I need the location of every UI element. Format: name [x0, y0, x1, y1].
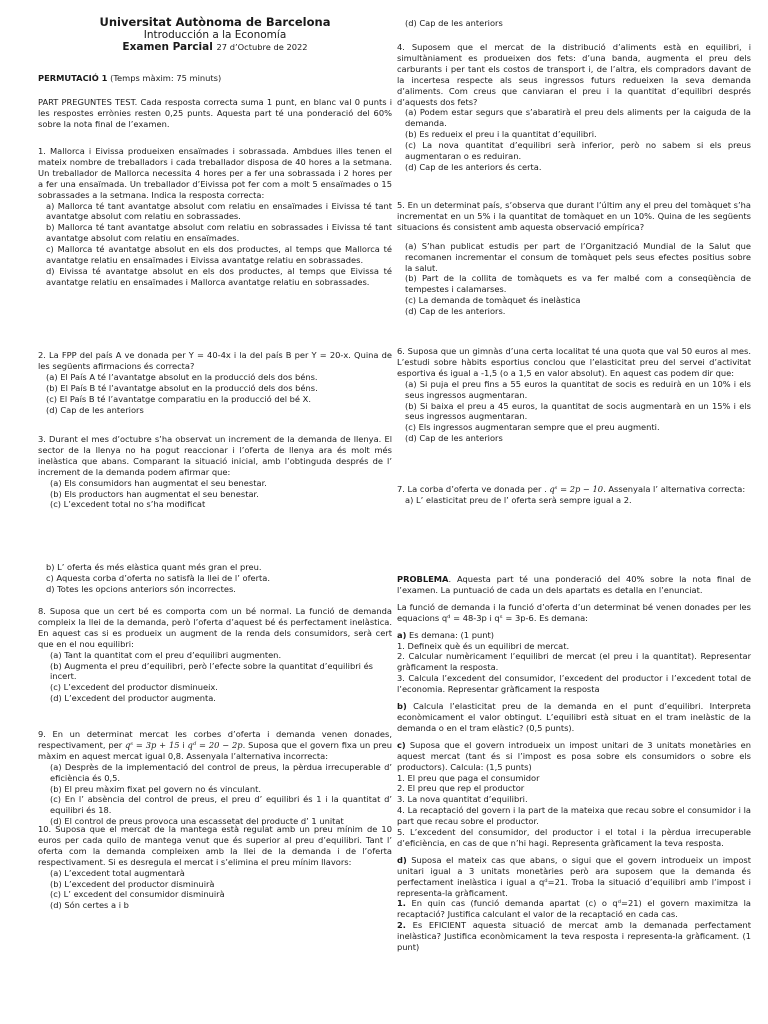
part-c-item: 2. El preu que rep el productor: [397, 783, 525, 794]
exam-header: [38, 16, 392, 53]
answer-option: c) Aquesta corba d’oferta no satisfà la llei de l’ oferta.: [46, 572, 270, 583]
part-d-item: [397, 920, 751, 953]
part-a-item: 3. Calcula l’excedent del consumidor, l’excedent del productor i l’excedent total de l’economia. Representar gràficament la resposta: [397, 673, 751, 695]
part-d-item: [397, 898, 751, 920]
stem-text: 9. En un determinat mercat les corbes d’oferta i demanda venen donades, respectivament, per: [38, 729, 392, 750]
part-c-item: 1. El preu que paga el consumidor: [397, 772, 540, 783]
part-c-item: 5. L’excedent del consumidor, del productor i el total i la pèrdua irrecuperable d’eficiència, en cas de que n’hi hagi. Representa gràficament la teva resposta.: [397, 827, 751, 848]
exam-name: Examen Parcial: [122, 41, 213, 53]
part-a-item: 1. Defineix què és un equilibri de mercat.: [397, 640, 570, 651]
answer-option: (c) L’excedent del productor disminueix.: [50, 682, 218, 693]
answer-option: (b) Part de la collita de tomàquets es va fer malbé com a conseqüència de tempestes i calamarses.: [405, 273, 751, 295]
answer-option: (c) En l’ absència del control de preus, el preu d’ equilibri és 1 i la quantitat d’ equilibri és 18.: [50, 794, 392, 816]
question-5: [397, 200, 751, 317]
answer-option: (b) El País B té l’avantatge absolut en la producció dels dos béns.: [46, 382, 318, 393]
question-7: [397, 484, 751, 506]
answer-option: b) L’ oferta és més elàstica quant més gran el preu.: [46, 562, 262, 572]
demand-equation: qᵈ = 20 − 2p: [187, 739, 243, 750]
answer-option: (c) L’ excedent del consumidor disminuirà: [50, 889, 225, 900]
question-3-option-d: [397, 18, 751, 29]
answer-option: (b) Augmenta el preu d’equilibri, però l’efecte sobre la quantitat d’equilibri és incert.: [50, 660, 374, 682]
test-intro-text: PART PREGUNTES TEST. Cada resposta correcta suma 1 punt, en blanc val 0 punts i les respostes errònies resten 0,25 punts. Aquesta part té una ponderació del 60% sobre la nota final de l’examen.: [38, 97, 392, 129]
answer-option: (c) L’excedent total no s’ha modificat: [50, 499, 206, 510]
answer-option: (a) Tant la quantitat com el preu d’equilibri augmenten.: [50, 649, 282, 660]
problem-intro: [397, 574, 751, 596]
answer-option: (a) Si puja el preu fins a 55 euros la quantitat de socis es reduirà en un 10% i els seus ingressos augmentaran.: [405, 378, 751, 400]
answer-option: d) Eivissa té avantatge absolut en els dos productes, al temps que Eivissa té avantatge relatiu en ensaïmades i Mallorca avantatge relatiu en sobrassades.: [46, 265, 392, 287]
part-c-text: Suposa que el govern introdueix un impost unitari de 3 unitats monetàries en aquest mercat (tant és si l’impost es posa sobre els consumidors o sobre els productors). Calcula: (1,5 punts): [397, 739, 751, 772]
question-4: [397, 42, 751, 173]
answer-option: d) Totes les opcions anteriors són incorrectes.: [46, 583, 236, 594]
question-6: [397, 346, 751, 444]
part-b: [397, 701, 751, 734]
answer-option: (c) El País B té l’avantatge comparatiu en la producció del bé X.: [46, 393, 311, 404]
exam-date: 27 d’Octubre de 2022: [216, 42, 308, 52]
part-d-text: Suposa el mateix cas que abans, o sigui que el govern introdueix un impost unitari igual a 3 unitats monetàries però ara suposem que la demanda és perfectament inelàstica i igual a qᵈ=21. Troba la situació d’equilibri amb l’impost i representa-la gràficament.: [397, 854, 751, 898]
part-a-title: Es demana: (1 punt): [406, 629, 494, 640]
part-a-heading: [397, 630, 751, 641]
answer-option: (a) El País A té l’avantatge absolut en la producció dels dos béns.: [46, 371, 318, 382]
answer-option: (a) L’excedent total augmentarà: [50, 867, 185, 878]
part-c-item: 3. La nova quantitat d’equilibri.: [397, 794, 528, 805]
answer-option: a) L’ elasticitat preu de l’ oferta serà sempre igual a 2.: [405, 494, 632, 505]
problem-section: [397, 574, 751, 953]
part-c: [397, 740, 751, 773]
university-name: Universitat Autònoma de Barcelona: [99, 15, 331, 29]
answer-option: (b) El preu màxim fixat pel govern no és vinculant.: [50, 783, 261, 794]
question-stem: 5. En un determinat país, s’observa que durant l’últim any el preu del tomàquet s’ha incrementat en un 5% i la quantitat de tomàquet en un 10%. Quina de les següents situacions és consistent amb aquesta observació empírica?: [397, 200, 751, 232]
part-c-item: 4. La recaptació del govern i la part de la mateixa que recau sobre el consumidor i la part que recau sobre el productor.: [397, 805, 751, 827]
answer-option: (a) Desprès de la implementació del control de preus, la pèrdua irrecuperable d’ eficiència és 0,5.: [50, 761, 392, 783]
answer-option: (c) La demanda de tomàquet és inelàstica: [405, 295, 581, 306]
question-7-continued: [38, 562, 392, 595]
answer-option: a) Mallorca té tant avantatge absolut com relatiu en ensaïmades i Eivissa té tant avantatge absolut com relatiu en sobrassades.: [46, 200, 392, 222]
answer-option: (d) Cap de les anteriors és certa.: [405, 161, 542, 172]
part-d-item-number: 2.: [397, 920, 406, 931]
question-8: [38, 606, 392, 704]
problem-intro-text: . Aquesta part té una ponderació del 40% sobre la nota final de l’examen. La puntuació de cada un dels apartats es detalla en l’enunciat.: [397, 574, 751, 595]
answer-option: (a) Podem estar segurs que s’abaratirà el preu dels aliments per la caiguda de la demanda.: [405, 107, 751, 129]
question-stem: [397, 484, 751, 495]
problem-functions: La funció de demanda i la funció d’oferta d’un determinat bé venen donades per les equacions qᵈ = 48-3p i qˢ = 3p-6. Es demana:: [397, 601, 751, 623]
part-d-item-number: 1.: [397, 898, 406, 909]
question-1: [38, 146, 392, 288]
part-b-text: Calcula l’elasticitat preu de la demanda en el punt d’equilibri. Interpreta econòmicament el valor obtingut. L’equilibri està situat en el tram inelàstic de la demanda o en el tram elàstic? (0,5 punts).: [397, 701, 751, 733]
answer-option: (d) Cap de les anteriors.: [405, 306, 506, 317]
answer-option: (d) Cap de les anteriors: [405, 18, 503, 28]
course-name: Introducción a la Economía: [143, 29, 287, 41]
answer-option: (a) Els consumidors han augmentat el seu benestar.: [50, 477, 267, 488]
answer-option: (b) Els productors han augmentat el seu benestar.: [50, 488, 259, 499]
question-stem: 8. Suposa que un cert bé es comporta com un bé normal. La funció de demanda compleix la llei de la demanda, però l’oferta d’aquest bé és perfectament inelàstica. En aquest cas si es produeix un augment de la renda dels consumidors, serà cert que en el nou equilibri:: [38, 606, 392, 649]
permutation-time: (Temps màxim: 75 minuts): [110, 73, 222, 83]
answer-option: b) Mallorca té tant avantatge absolut com relatiu en sobrassades i Eivissa té tant avantatge absolut com relatiu en ensaïmades.: [46, 222, 392, 244]
supply-equation: qˢ = 3p + 15: [124, 739, 180, 750]
permutation-label: PERMUTACIÓ 1: [38, 73, 108, 83]
question-9: [38, 729, 392, 827]
answer-option: (c) Els ingressos augmentaran sempre que el preu augmenti.: [405, 422, 660, 433]
question-stem: [38, 729, 392, 762]
answer-option: (d) El control de preus provoca una escassetat del producte d’ 1 unitat: [50, 816, 344, 827]
permutation-line: [38, 73, 392, 84]
question-10: [38, 824, 392, 911]
stem-text: . Suposa que el govern fixa un preu màxim en aquest mercat igual 0,8. Assenyala l’alternativa incorrecta:: [38, 739, 392, 761]
stem-text: . Assenyala l’ alternativa correcta:: [603, 484, 746, 494]
exam-title: [38, 41, 392, 53]
supply-equation: qˢ = 2p − 10: [549, 484, 604, 494]
answer-option: (b) Es redueix el preu i la quantitat d’equilibri.: [405, 129, 597, 140]
question-stem: 1. Mallorca i Eivissa produeixen ensaïmades i sobrassada. Ambdues illes tenen el mateix nombre de treballadors i cada treballador disposa de 40 hores a la setmana. Un treballador de Mallorca necessita 4 hores per a fer una sobrassada i 2 hores per a fer una ensaïmada. Un treballador d’Eivissa pot fer com a molt 5 ensaïmades o 15 sobrassades a la setmana. Indica la resposta correcta:: [38, 146, 392, 200]
question-stem: 6. Suposa que un gimnàs d’una certa localitat té una quota que val 50 euros al mes. L’estudi sobre hàbits esportius conclou que l’elasticitat preu del servei d’activitat esportiva és igual a -1,5 (o a 1,5 en valor absolut). En aquest cas podem dir que:: [397, 346, 751, 378]
answer-option: (d) Cap de les anteriors: [46, 404, 144, 415]
part-d-item-text: En quin cas (funció demanda apartat (c) o qᵈ=21) el govern maximitza la recaptació? Justifica calculant el valor de la recaptació en cada cas.: [397, 898, 751, 920]
question-2: [38, 350, 392, 415]
part-d: [397, 855, 751, 899]
answer-option: c) Mallorca té avantatge absolut en els dos productes, al temps que Mallorca té avantatge relatiu en ensaïmades i Eivissa avantatge relatiu en sobrassades.: [46, 244, 392, 266]
part-c-label: c): [397, 739, 406, 750]
question-stem: 4. Suposem que el mercat de la distribució d’aliments està en equilibri, i simultàniament es produeixen dos fets: d’una banda, augmenta el preu dels carburants i per tant els costos de transport i, de l’altra, els compradors davant de la incertesa respecte als seus ingressos futurs redueixen la seva demanda d’aliments. Com creus que canviaran el preu i la quantitat d’equilibri després d’aquests dos fets?: [397, 42, 751, 107]
answer-option: (b) Si baixa el preu a 45 euros, la quantitat de socis augmentarà en un 15% i els seus ingressos augmentaran.: [405, 400, 751, 422]
answer-option: (d) Són certes a i b: [50, 900, 129, 911]
question-stem: 2. La FPP del país A ve donada per Y = 40-4x i la del país B per Y = 20-x. Quina de les següents afirmacions és correcta?: [38, 350, 392, 371]
answer-option: (b) L’excedent del productor disminuirà: [50, 878, 215, 889]
answer-option: (c) La nova quantitat d’equilibri serà inferior, però no sabem si els preus augmentaran o es reduiran.: [405, 140, 751, 162]
stem-text: i: [179, 739, 188, 750]
question-3: [38, 434, 392, 510]
part-a-label: a): [397, 629, 407, 640]
stem-text: 7. La corba d’oferta ve donada per .: [397, 484, 550, 494]
problem-title: PROBLEMA: [397, 574, 449, 584]
answer-option: (d) L’excedent del productor augmenta.: [50, 693, 216, 704]
question-stem: 10. Suposa que el mercat de la mantega està regulat amb un preu mínim de 10 euros per cada quilo de mantega venut que és superior al preu d’equilibri. Tant l’ oferta com la demanda compleixen amb la llei de la demanda i de l’oferta respectivament. Si es desregula el mercat i s’elimina el preu mínim llavors:: [38, 824, 392, 867]
question-stem: 3. Durant el mes d’octubre s’ha observat un increment de la demanda de llenya. El sector de la llenya no ha pogut reaccionar i l’oferta de llenya ara és molt més inelàstica que abans. Comparant la situació inicial, amb l’obtinguda després de l’ increment de la demanda podem afirmar que:: [38, 434, 392, 477]
part-d-label: d): [397, 854, 407, 865]
answer-option: (a) S’han publicat estudis per part de l’Organització Mundial de la Salut que recomanen incrementar el consum de tomàquet pels seus efectes positius sobre la salut.: [405, 240, 751, 273]
part-b-label: b): [397, 701, 407, 712]
part-a-item: 2. Calcular numèricament l’equilibri de mercat (el preu i la quantitat). Representar gràficament la resposta.: [397, 651, 751, 673]
answer-option: (d) Cap de les anteriors: [405, 433, 503, 444]
part-d-item-text: Es EFICIENT aquesta situació de mercat amb la demanada perfectament inelàstica? Justifica econòmicament la teva resposta i representa-la gràficament. (1 punt): [397, 920, 751, 953]
test-instructions: [38, 97, 392, 130]
